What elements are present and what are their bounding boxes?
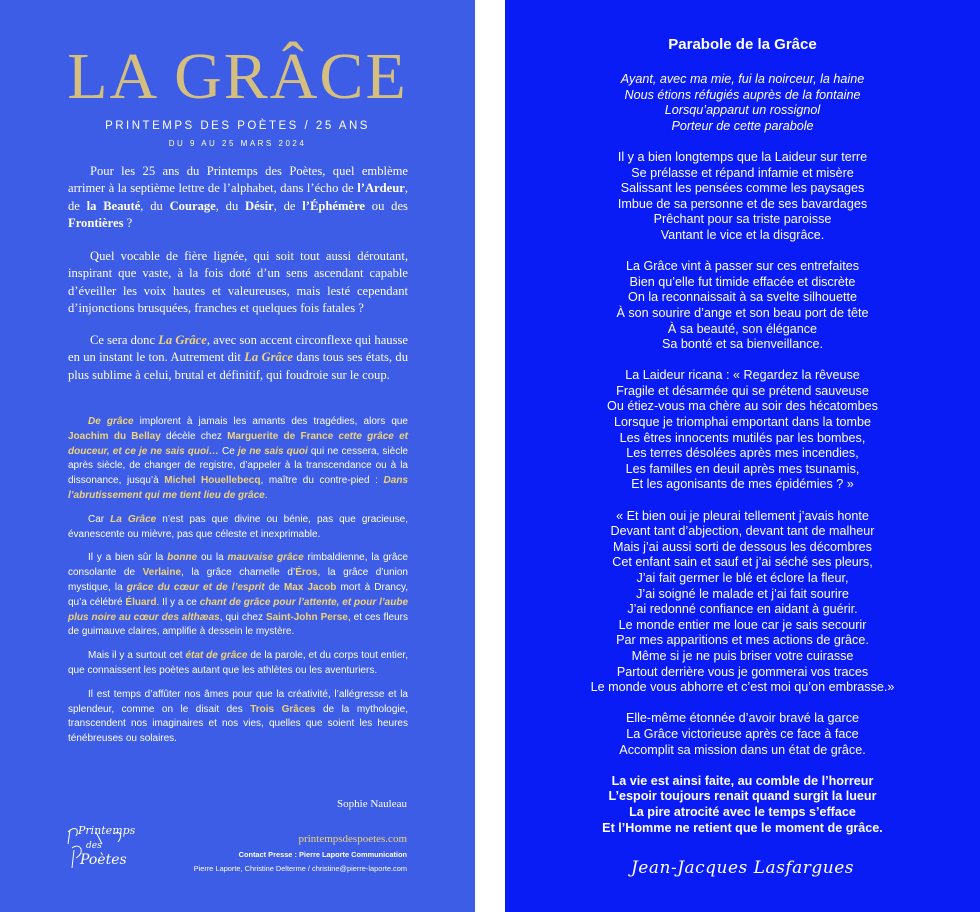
body-text [68,415,408,756]
poem-line: J’ai soigné le malade et j’ai fait sourire [636,586,849,601]
svg-text:Printemps: Printemps [78,824,136,837]
body-paragraph-4: Mais il y a surtout cet état de grâce de la parole, et du corps tout entier, que connaissent les poètes autant que les athlètes ou les aventuriers. [68,650,408,676]
poem-line: Salissant les pensées comme les paysages [620,181,865,196]
poem-stanza [505,72,980,134]
poem-line: La Grâce victorieuse après ce face à face [626,726,859,741]
press-contact: Contact Presse : Pierre Laporte Communication [238,850,407,859]
poem-line: La pire atrocité avec le temps s’efface [629,804,856,819]
svg-text:des: des [86,841,102,851]
body-paragraph-3: Il y a bien sûr la bonne ou la mauvaise grâce rimbaldienne, la grâce consolante de Verlaine, la grâce charnelle d’Éros, la grâce d’union mystique, la grâce du cœur et de l’esprit de Max Jacob mort à Drancy, qu’a célébré Éluard. Il y a ce chant de grâce pour l’attente, et pour l’aube plus noire au cœur des althæas, qui chez Saint-John Perse, et ces fleurs de guimauve claires, amplifie à dessein le mystère. [68,552,409,638]
poem-line: Imbue de sa personne et de ses bavardages [617,196,868,211]
poem-line: Ou étiez-vous ma chère au soir des hécatombes [607,399,878,414]
poem-line: Le monde entier me loue car je sais secourir [618,617,867,632]
left-panel [0,0,475,912]
poem-line: Les êtres innocents mutilés par les bombes, [619,430,866,445]
intro-paragraph-3: Ce sera donc La Grâce, avec son accent circonflexe qui hausse en un instant le ton. Autrement dit La Grâce dans tous ses états, du plus sublime à celui, brutal et définitif, qui foudroie sur le coup. [68,333,408,382]
poem-line: Devant tant d’abjection, devant tant de malheur [610,524,875,539]
poem-title: Parabole de la Grâce [668,36,817,53]
poem-line: Fragile et désarmée qui se prétend sauveuse [616,383,869,398]
poem-author-signature: Jean-Jacques Lasfargues [630,858,854,878]
poem-line: Prêchant pour sa triste paroisse [653,212,832,227]
poem-stanza [505,259,980,353]
logo-script-icon [66,822,136,870]
author-signature: Sophie Nauleau [337,798,407,810]
subtitle: PRINTEMPS DES POÈTES / 25 ANS [105,120,370,132]
poem-line: L’espoir toujours renait quand surgit la lueur [608,789,877,804]
poem-line: Se prélasse et répand infamie et misère [631,165,854,180]
contact-details: Pierre Laporte, Christine Delterme / christine@pierre-laporte.com [193,864,407,873]
printemps-des-poetes-logo [66,822,136,870]
poem-line: Les familles en deuil après mes tsunamis, [625,461,860,476]
poem-line: Porteur de cette parabole [671,118,814,133]
poem-line: La vie est ainsi faite, au comble de l’horreur [611,773,874,788]
poem-line: Le monde vous abhorre et c’est moi qu’on embrasse.» [590,680,895,695]
body-paragraph-5: Il est temps d’affûter nos âmes pour que la créativité, l’allégresse et la splendeur, comme on le disait des Trois Grâces de la mythologie, transcendent nos imaginaires et nos vies, quelles que soient les heures ténébreuses ou solaires. [68,688,408,745]
poem-line: J’ai fait germer le blé et éclore la fleur, [636,571,849,585]
right-panel [505,0,980,912]
poem-stanza [505,368,980,493]
poem-line: Bien qu’elle fut timide effacée et discrète [629,274,856,289]
poem-line: À son sourire d’ange et son beau port de tête [616,305,869,320]
poem-line: Elle-même étonnée d’avoir bravé la garce [625,711,860,726]
poem-line: Par mes apparitions et mes actions de grâce. [616,633,869,648]
poem-stanza [505,150,980,244]
poem-line: Cet enfant sain et sauf et j’ai séché ses pleurs, [612,555,873,570]
poem-line: Lorsqu’apparut un rossignol [664,103,821,118]
poem-line: Sa bonté et sa bienveillance. [661,337,824,352]
poem-line: Et les agonisants de mes épidémies ? » [631,477,854,492]
main-title: LA GRÂCE [67,40,408,113]
poem-body [505,72,980,852]
poem-line: Accomplit sa mission dans un état de grâce. [619,742,866,757]
body-paragraph-2: Car La Grâce n’est pas que divine ou bénie, pas que gracieuse, évanescente ou mièvre, pas que céleste et inexprimable. [68,513,408,540]
poem-stanza [505,509,980,696]
poem-line: Vantant le vice et la disgrâce. [660,227,825,242]
event-dates: DU 9 AU 25 MARS 2024 [168,139,307,148]
intro-paragraph-1: Pour les 25 ans du Printemps des Poètes, quel emblème arrimer à la septième lettre de l’alphabet, dans l’écho de l’Ardeur, de la Beauté, du Courage, du Désir, de l’Éphémère ou des Frontières ? [68,164,408,230]
poem-line: J’ai redonné confiance en aidant à guérir. [627,602,858,617]
poem-line: Les terres désolées après mes incendies, [626,446,859,461]
poem-line: Même si je ne puis briser votre cuirasse [631,648,854,663]
svg-text:Poètes: Poètes [80,852,127,868]
poem-line: Mais j’ai aussi sorti de dessous les décombres [613,539,872,554]
poem-line: Et l’Homme ne retient que le moment de grâce. [602,820,883,835]
poem-line: Il y a bien longtemps que la Laideur sur terre [617,149,868,164]
poem-line: Nous étions réfugiés auprès de la fontaine [624,87,861,102]
poem-line: La Laideur ricana : « Regardez la rêveuse [625,368,860,383]
poem-line: Ayant, avec ma mie, fui la noirceur, la haine [620,72,865,86]
poem-line: La Grâce vint à passer sur ces entrefaites [625,259,860,274]
poem-line: À sa beauté, son élégance [667,321,818,336]
poem-line: « Et bien oui je pleurai tellement j’avais honte [616,508,869,523]
poem-line: On la reconnaissait à sa svelte silhouette [628,290,857,305]
poem-stanza [505,711,980,758]
poem-line: Partout derrière vous je gommerai vos traces [616,664,869,679]
body-paragraph-1: De grâce implorent à jamais les amants des tragédies, alors que Joachim du Bellay décèle chez Marguerite de France cette grâce et douceur, et ce je ne sais quoi… Ce je ne sais quoi qui ne cessera, siècle après siècle, de changer de registre, d’appeler à la transcendance ou à la dissonance, jusqu’à Michel Houellebecq, maître du contre-pied : Dans l’abrutissement qui me tient lieu de grâce. [68,416,408,501]
intro-paragraph-2: Quel vocable de fière lignée, qui soit tout aussi déroutant, inspirant que vaste, à la fois doté d’un sens ascendant capable d’éveiller les voix hautes et valeureuses, mais lesté cependant d’injonctions brusquées, franches et quelques fois fatales ? [68,249,408,315]
poem-line: Lorsque je triomphai emportant dans la tombe [614,415,871,430]
poem-stanza [505,774,980,836]
website-link[interactable]: printempsdespoetes.com [298,833,407,845]
